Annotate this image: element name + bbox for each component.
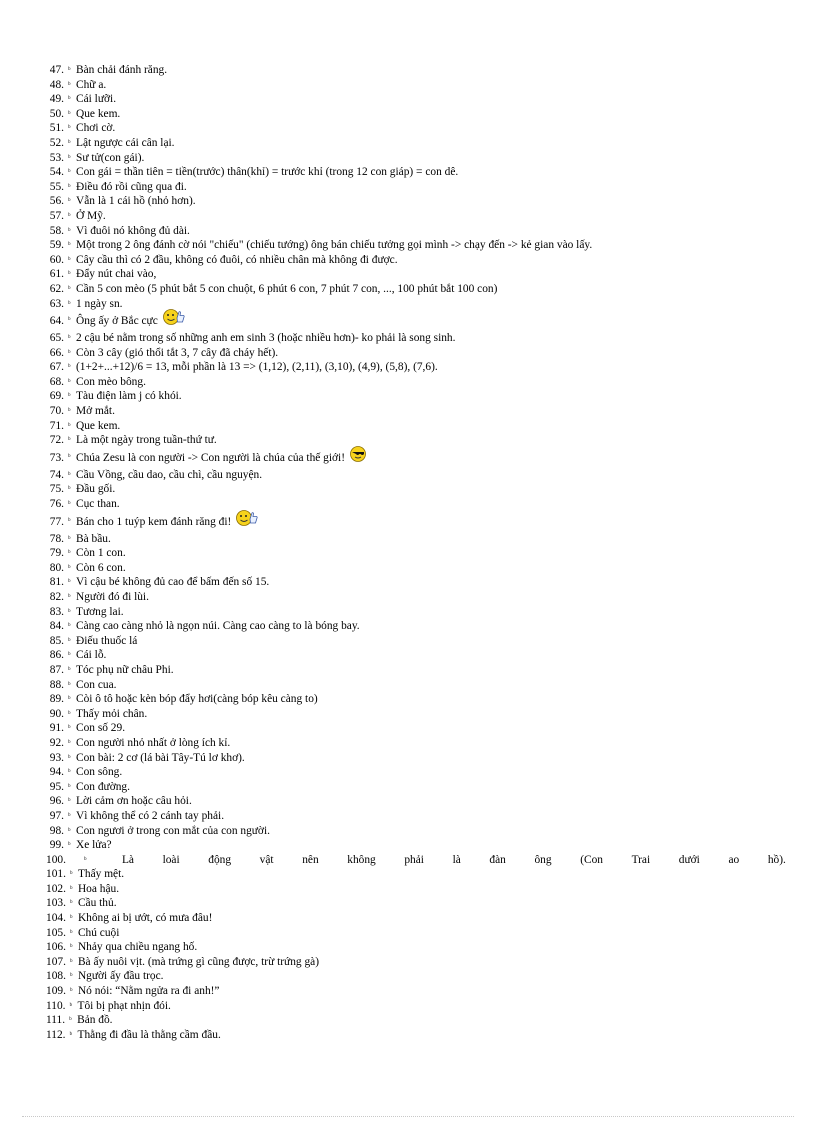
bullet-icon: ᵇ	[68, 694, 71, 704]
bullet-icon: ᵇ	[68, 650, 71, 660]
item-text: Điều đó rồi cũng qua đi.	[76, 180, 187, 193]
item-number: 62.	[49, 282, 64, 295]
bullet-icon: ᵇ	[68, 548, 71, 558]
item-number: 47.	[49, 64, 64, 76]
bullet-icon: ᵇ	[68, 533, 71, 543]
list-item	[46, 165, 786, 180]
bullet-icon: ᵇ	[68, 283, 71, 293]
bullet-icon: ᵇ	[69, 956, 73, 966]
item-text: Hoa hậu.	[77, 882, 120, 895]
list-item	[46, 911, 786, 926]
item-number: 67.	[49, 361, 64, 374]
answer-list	[46, 63, 786, 1042]
item-number: 101.	[46, 868, 66, 881]
item-number: 83.	[49, 605, 64, 618]
list-item	[46, 969, 786, 984]
bullet-icon: ᵇ	[68, 298, 71, 308]
list-item	[46, 346, 786, 361]
item-text: Lời cảm ơn hoặc câu hỏi.	[76, 795, 192, 808]
sunglasses-smiley-icon	[349, 445, 373, 463]
bullet-icon: ᵇ	[68, 196, 71, 206]
bullet-icon: ᵇ	[68, 484, 71, 494]
bullet-icon: ᵇ	[68, 664, 71, 674]
list-item	[46, 313, 786, 331]
item-text: Con người nhỏ nhất ở lòng ích kỉ.	[76, 736, 231, 749]
item-text: Tương lai.	[76, 605, 124, 618]
item-text: Cái lỗ.	[76, 649, 107, 662]
list-item	[46, 590, 786, 605]
list-item	[46, 663, 786, 678]
list-item	[46, 136, 786, 151]
bullet-icon: ᵇ	[69, 1029, 72, 1039]
list-item	[46, 619, 786, 634]
list-item	[46, 809, 786, 824]
list-item	[46, 419, 786, 434]
item-number: 78.	[49, 532, 64, 545]
bullet-icon: ᵇ	[69, 913, 73, 923]
item-number: 61.	[49, 268, 64, 281]
list-item	[46, 678, 786, 693]
list-item	[46, 940, 786, 955]
item-number: 103.	[46, 897, 66, 910]
item-number: 110.	[46, 999, 66, 1012]
list-item	[46, 692, 786, 707]
item-number: 79.	[49, 547, 64, 560]
item-number: 111.	[46, 1014, 66, 1027]
bullet-icon: ᵇ	[68, 225, 71, 235]
list-item	[46, 605, 786, 620]
item-number: 105.	[46, 926, 66, 939]
item-word: (Con	[580, 853, 603, 866]
item-number: 85.	[49, 634, 64, 647]
list-item	[46, 838, 786, 853]
item-number: 49.	[49, 93, 64, 106]
item-number: 59.	[49, 239, 64, 252]
bullet-icon: ᵇ	[68, 123, 71, 133]
item-number: 55.	[49, 180, 64, 193]
item-text: Vì cậu bé không đủ cao để bấm đến số 15.	[76, 576, 270, 589]
item-number: 84.	[49, 620, 64, 633]
item-text: Con sông.	[76, 766, 123, 779]
bullet-icon: ᵇ	[68, 108, 71, 118]
item-number: 97.	[49, 809, 64, 822]
list-item	[46, 63, 786, 78]
list-item	[46, 882, 786, 897]
item-number: 106.	[46, 941, 66, 954]
item-number: 81.	[49, 576, 64, 589]
bullet-icon: ᵇ	[68, 621, 71, 631]
item-text: Một trong 2 ông đánh cờ nói "chiếu" (chiếu tướng) ông bán chiếu tưởng gọi mình -> chạy đến -> kẻ gian vào lấy.	[76, 239, 593, 252]
list-item	[46, 497, 786, 512]
bullet-icon: ᵇ	[68, 333, 71, 343]
item-text: Chúa Zesu là con người -> Con người là chúa của thế giới!	[76, 451, 346, 464]
list-item	[46, 180, 786, 195]
list-item	[46, 194, 786, 209]
bullet-icon: ᵇ	[69, 971, 73, 981]
bullet-icon: ᵇ	[68, 606, 71, 616]
item-number: 93.	[49, 751, 64, 764]
list-item	[46, 297, 786, 312]
item-text: Vì không thể có 2 cánh tay phải.	[76, 809, 225, 822]
item-text: Ở Mỹ.	[76, 209, 106, 222]
list-item	[46, 780, 786, 795]
list-item	[46, 1028, 786, 1043]
item-text: Đầu gối.	[76, 483, 116, 496]
item-number: 71.	[49, 419, 64, 432]
item-number: 92.	[49, 736, 64, 749]
list-item	[46, 765, 786, 780]
item-number: 108.	[46, 970, 66, 983]
list-item	[46, 389, 786, 404]
bullet-icon: ᵇ	[68, 679, 71, 689]
item-number: 98.	[49, 824, 64, 837]
item-word: hồ).	[767, 853, 786, 866]
bullet-icon: ᵇ	[68, 240, 71, 250]
item-number: 99.	[49, 839, 64, 852]
list-item	[46, 450, 786, 468]
item-number: 107.	[46, 955, 66, 968]
item-text: Chú cuội	[77, 926, 120, 939]
item-text: Cần 5 con mèo (5 phút bắt 5 con chuột, 6 phút 6 con, 7 phút 7 con, ..., 100 phút bắt 100 con)	[76, 282, 498, 295]
item-text: Con ngươi ở trong con mắt của con người.	[76, 824, 270, 837]
item-text: Còn 3 cây (gió thổi tắt 3, 7 cây đã cháy hết).	[76, 346, 279, 359]
item-text: 1 ngày sn.	[76, 297, 123, 310]
item-word: ao	[728, 853, 740, 866]
list-item	[46, 107, 786, 122]
item-text: Con số 29.	[76, 722, 126, 735]
item-number: 90.	[49, 707, 64, 720]
item-number: 109.	[46, 985, 66, 998]
item-number: 96.	[49, 795, 64, 808]
list-item	[46, 468, 786, 483]
item-word: vật	[259, 853, 274, 866]
list-item	[46, 867, 786, 882]
bullet-icon: ᵇ	[68, 708, 71, 718]
item-text: Bàn chải đánh răng.	[76, 64, 168, 76]
list-item	[46, 375, 786, 390]
item-number: 82.	[49, 591, 64, 603]
bullet-icon: ᵇ	[68, 810, 71, 820]
item-number: 51.	[49, 122, 64, 135]
item-number: 112.	[46, 1028, 66, 1041]
bullet-icon: ᵇ	[68, 737, 71, 747]
bullet-icon: ᵇ	[68, 167, 71, 177]
item-word: phải	[404, 853, 424, 866]
item-number: 100.	[46, 853, 66, 866]
item-text: (1+2+...+12)/6 = 13, mỗi phần là 13 => (1,12), (2,11), (3,10), (4,9), (5,8), (7,6).	[76, 361, 438, 374]
bullet-icon: ᵇ	[68, 315, 71, 325]
item-text: Con cua.	[76, 678, 117, 691]
bullet-icon: ᵇ	[68, 269, 71, 279]
item-text: Tôi bị phạt nhịn đói.	[77, 999, 171, 1012]
list-item	[46, 224, 786, 239]
list-item	[46, 151, 786, 166]
bullet-icon: ᵇ	[68, 840, 71, 850]
item-number: 48.	[49, 78, 64, 91]
item-number: 72.	[49, 434, 64, 447]
bullet-icon: ᵇ	[69, 898, 73, 908]
item-number: 102.	[46, 882, 66, 895]
bullet-icon: ᵇ	[68, 210, 71, 220]
item-number: 60.	[49, 253, 64, 266]
item-number: 76.	[49, 498, 64, 511]
item-number: 53.	[49, 151, 64, 164]
thumbs-up-smiley-icon	[162, 308, 186, 326]
bullet-icon: ᵇ	[68, 469, 71, 479]
item-text: Lật ngược cái cân lại.	[76, 136, 175, 149]
bullet-icon: ᵇ	[68, 181, 71, 191]
item-text: Bán cho 1 tuýp kem đánh răng đi!	[76, 515, 232, 528]
item-text: Là một ngày trong tuần-thứ tư.	[76, 434, 217, 447]
item-number: 50.	[49, 107, 64, 120]
list-item	[46, 238, 786, 253]
item-number: 80.	[49, 561, 64, 574]
list-item	[46, 984, 786, 999]
item-number: 70.	[49, 405, 64, 418]
item-text: Mở mắt.	[76, 405, 115, 418]
bullet-icon: ᵇ	[68, 347, 71, 357]
list-item	[46, 955, 786, 970]
bullet-icon: ᵇ	[68, 562, 71, 572]
list-item	[46, 575, 786, 590]
item-text: Cây cầu thì có 2 đầu, không có đuôi, có nhiều chân mà không đi được.	[76, 253, 398, 266]
item-number: 63.	[49, 297, 64, 310]
item-number: 74.	[49, 468, 64, 481]
bullet-icon: ᵇ	[69, 1015, 72, 1025]
item-number: 66.	[49, 346, 64, 359]
list-item	[46, 209, 786, 224]
list-item	[46, 253, 786, 268]
item-text: Sư tử(con gái).	[76, 151, 145, 164]
list-item	[46, 648, 786, 663]
bullet-icon: ᵇ	[68, 65, 71, 74]
item-text: Vì đuôi nó không đủ dài.	[76, 224, 190, 237]
bullet-icon: ᵇ	[68, 420, 71, 430]
bullet-icon: ᵇ	[69, 1000, 72, 1010]
item-number: 104.	[46, 912, 66, 925]
item-number: 86.	[49, 649, 64, 662]
item-word: là	[452, 853, 461, 866]
item-number: 87.	[49, 663, 64, 676]
list-item	[46, 707, 786, 722]
thumbs-up-smiley-icon	[235, 509, 259, 527]
item-number: 52.	[49, 136, 64, 149]
item-number: 77.	[49, 515, 64, 528]
bullet-icon: ᵇ	[68, 592, 71, 601]
list-item	[46, 282, 786, 297]
list-item	[46, 433, 786, 448]
list-item	[46, 561, 786, 576]
list-item	[46, 267, 786, 282]
item-text: Nó nói: “Nằm ngửa ra đi anh!”	[77, 985, 220, 998]
item-number: 64.	[49, 315, 64, 328]
bullet-icon: ᵇ	[68, 723, 71, 733]
bullet-icon: ᵇ	[68, 577, 71, 587]
bullet-icon: ᵇ	[68, 391, 71, 401]
bullet-icon: ᵇ	[68, 137, 71, 147]
item-number: 58.	[49, 224, 64, 237]
item-text: Tàu điện làm j có khói.	[76, 390, 182, 403]
item-number: 89.	[49, 693, 64, 706]
item-text: Cục than.	[76, 498, 120, 511]
item-number: 94.	[49, 766, 64, 779]
list-item	[46, 736, 786, 751]
item-word: Là	[121, 853, 134, 866]
bullet-icon: ᵇ	[68, 79, 71, 89]
item-text: Tóc phụ nữ châu Phi.	[76, 663, 174, 676]
bullet-icon: ᵇ	[68, 635, 71, 645]
bullet-icon: ᵇ	[68, 376, 71, 386]
item-text: Đẩy nút chai vào,	[76, 268, 157, 281]
item-word: nên	[302, 853, 319, 866]
item-text: Que kem.	[76, 107, 121, 120]
bullet-icon: ᵇ	[68, 796, 71, 806]
bullet-icon: ᵇ	[68, 451, 71, 461]
page-bottom-border	[22, 1116, 794, 1117]
bullet-icon: ᵇ	[69, 869, 73, 879]
item-number: 57.	[49, 209, 64, 222]
item-text: Không ai bị ướt, có mưa đâu!	[77, 912, 213, 925]
item-text: Que kem.	[76, 419, 121, 432]
list-item	[46, 1013, 786, 1028]
list-item	[46, 999, 786, 1014]
list-item	[46, 926, 786, 941]
bullet-icon: ᵇ	[68, 825, 71, 835]
bullet-icon: ᵇ	[68, 254, 71, 264]
item-text: Ông ấy ở Bắc cực	[76, 315, 158, 328]
bullet-icon: ᵇ	[83, 854, 87, 864]
item-text: Thằng đi đầu là thằng cầm đầu.	[77, 1028, 221, 1041]
item-text: Chơi cờ.	[76, 122, 116, 135]
list-item	[46, 514, 786, 532]
item-text: Thấy mỏi chân.	[76, 707, 148, 720]
bullet-icon: ᵇ	[68, 499, 71, 509]
list-item	[46, 896, 786, 911]
bullet-icon: ᵇ	[68, 752, 71, 762]
item-text: Bà ấy nuôi vịt. (mà trứng gì cũng được, trừ trứng gà)	[77, 955, 320, 968]
list-item	[46, 404, 786, 419]
item-text: Cầu Vồng, cầu dao, cầu chì, cầu nguyện.	[76, 468, 263, 481]
item-text: Nhảy qua chiều ngang hố.	[77, 941, 198, 954]
list-item	[46, 546, 786, 561]
list-item	[46, 331, 786, 346]
item-word: đàn	[489, 853, 506, 866]
item-word: loài	[162, 853, 180, 866]
bullet-icon: ᵇ	[68, 362, 71, 372]
item-text: Người ấy đầu trọc.	[77, 970, 164, 983]
item-word: không	[347, 853, 376, 866]
list-item	[46, 824, 786, 839]
item-text: Còi ô tô hoặc kèn bóp đẩy hơi(càng bóp kêu càng to)	[76, 693, 318, 706]
item-text: Vẫn là 1 cái hồ (nhỏ hơn).	[76, 195, 196, 208]
item-text: Bản đồ.	[77, 1014, 113, 1027]
bullet-icon: ᵇ	[69, 986, 73, 996]
list-item	[46, 92, 786, 107]
list-item	[46, 721, 786, 736]
item-text: Chữ a.	[76, 78, 107, 91]
item-text: Người đó đi lùi.	[76, 591, 149, 603]
bullet-icon: ᵇ	[68, 94, 71, 104]
item-number: 65.	[49, 332, 64, 345]
item-text: Con gái = thần tiên = tiền(trước) thân(khỉ) = trước khỉ (trong 12 con giáp) = con dê.	[76, 166, 459, 179]
item-number: 73.	[49, 451, 64, 464]
item-word: động	[208, 853, 232, 866]
list-item	[46, 78, 786, 93]
item-word: ông	[534, 853, 552, 866]
item-number: 75.	[49, 483, 64, 496]
item-number: 95.	[49, 780, 64, 793]
item-number: 69.	[49, 390, 64, 403]
item-text: Còn 1 con.	[76, 547, 126, 560]
bullet-icon: ᵇ	[68, 515, 71, 525]
item-text: Con bài: 2 cơ (lá bài Tây-Tú lơ khơ).	[76, 751, 245, 764]
bullet-icon: ᵇ	[69, 883, 73, 893]
bullet-icon: ᵇ	[69, 942, 73, 952]
list-item	[46, 853, 786, 868]
list-item	[46, 360, 786, 375]
list-item	[46, 794, 786, 809]
list-item	[46, 634, 786, 649]
list-item	[46, 121, 786, 136]
item-number: 68.	[49, 375, 64, 388]
item-text: Càng cao càng nhỏ là ngọn núi. Càng cao càng to là bóng bay.	[76, 620, 360, 633]
item-number: 88.	[49, 678, 64, 691]
item-text: Con đường.	[76, 780, 130, 793]
item-word: dưới	[678, 853, 700, 866]
item-word: Trai	[631, 853, 651, 866]
bullet-icon: ᵇ	[68, 781, 71, 791]
item-text: Cái lưỡi.	[76, 93, 117, 106]
item-number: 91.	[49, 722, 64, 735]
bullet-icon: ᵇ	[68, 152, 71, 162]
bullet-icon: ᵇ	[68, 435, 71, 445]
bullet-icon: ᵇ	[68, 406, 71, 416]
item-text: Còn 6 con.	[76, 561, 126, 574]
item-text: Con mèo bông.	[76, 375, 146, 388]
item-text	[122, 853, 786, 868]
item-text: Bà bầu.	[76, 532, 111, 545]
item-text: 2 cậu bé nằm trong số những anh em sinh 3 (hoặc nhiều hơn)- ko phải là song sinh.	[76, 332, 456, 345]
list-item	[46, 532, 786, 547]
bullet-icon: ᵇ	[69, 927, 73, 937]
item-text: Điếu thuốc lá	[76, 634, 138, 647]
item-text: Cầu thủ.	[77, 897, 117, 910]
item-text: Thấy mệt.	[77, 868, 125, 881]
list-item	[46, 751, 786, 766]
list-item	[46, 482, 786, 497]
item-number: 56.	[49, 195, 64, 208]
item-number: 54.	[49, 166, 64, 179]
item-text: Xe lửa?	[76, 839, 112, 852]
bullet-icon: ᵇ	[68, 767, 71, 777]
